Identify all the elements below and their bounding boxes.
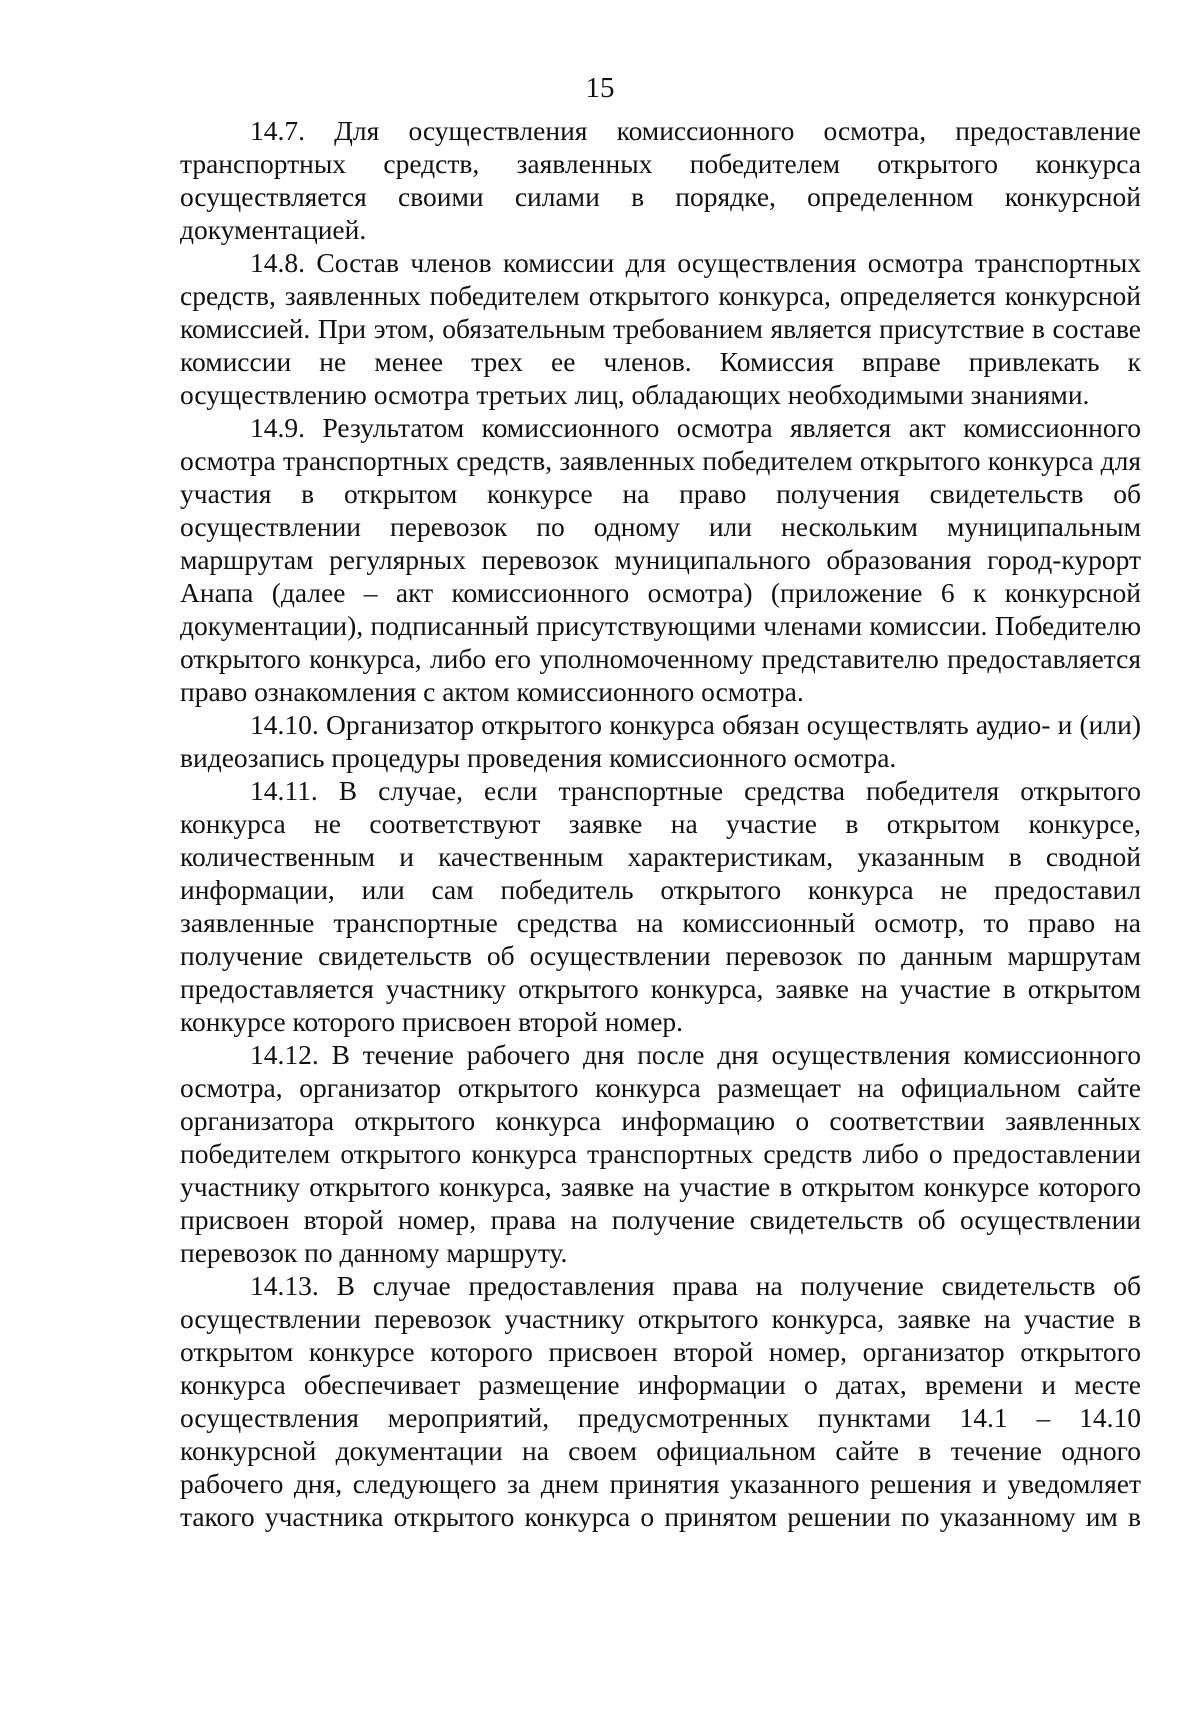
paragraph-14-10: 14.10. Организатор открытого конкурса обязан осуществлять аудио- и (или) видеозапись процедуры проведения комиссионного осмотра. (180, 709, 1141, 773)
paragraph-14-7: 14.7. Для осуществления комиссионного осмотра, предоставление транспортных средств, заявленных победителем открытого конкурса осуществляется своими силами в порядке, определенном конкурсной документацией. (180, 115, 1141, 245)
paragraph-14-13: 14.13. В случае предоставления права на получение свидетельств об осуществлении перевозок участнику открытого конкурса, заявке на участие в открытом конкурсе которого присвоен второй номер, организатор открытого конкурса обеспечивает размещение информации о датах, времени и месте осуществления мероприятий, предусмотренных пунктами 14.1 – 14.10 конкурсной документации на своем официальном сайте в течение одного рабочего дня, следующего за днем принятия указанного решения и уведомляет такого участника открытого конкурса о принятом решении по указанному им в (180, 1270, 1141, 1532)
paragraph-14-9: 14.9. Результатом комиссионного осмотра является акт комиссионного осмотра транспортных средств, заявленных победителем открытого конкурса для участия в открытом конкурсе на право получения свидетельств об осуществлении перевозок по одному или нескольким муниципальным маршрутам регулярных перевозок муниципального образования город-курорт Анапа (далее – акт комиссионного осмотра) (приложение 6 к конкурсной документации), подписанный присутствующими членами комиссии. Победителю открытого конкурса, либо его уполномоченному представителю предоставляется право ознакомления с актом комиссионного осмотра. (180, 412, 1141, 707)
paragraph-14-12: 14.12. В течение рабочего дня после дня осуществления комиссионного осмотра, организатор открытого конкурса размещает на официальном сайте организатора открытого конкурса информацию о соответствии заявленных победителем открытого конкурса транспортных средств либо о предоставлении участнику открытого конкурса, заявке на участие в открытом конкурсе которого присвоен второй номер, права на получение свидетельств об осуществлении перевозок по данному маршруту. (180, 1039, 1141, 1268)
paragraph-14-11: 14.11. В случае, если транспортные средства победителя открытого конкурса не соответствуют заявке на участие в открытом конкурсе, количественным и качественным характеристикам, указанным в сводной информации, или сам победитель открытого конкурса не предоставил заявленные транспортные средства на комиссионный осмотр, то право на получение свидетельств об осуществлении перевозок по данным маршрутам предоставляется участнику открытого конкурса, заявке на участие в открытом конкурсе которого присвоен второй номер. (180, 775, 1141, 1037)
paragraph-14-8: 14.8. Состав членов комиссии для осуществления осмотра транспортных средств, заявленных победителем открытого конкурса, определяется конкурсной комиссией. При этом, обязательным требованием является присутствие в составе комиссии не менее трех ее членов. Комиссия вправе привлекать к осуществлению осмотра третьих лиц, обладающих необходимыми знаниями. (180, 247, 1141, 410)
page-number: 15 (585, 72, 615, 104)
document-body (180, 114, 1141, 1533)
